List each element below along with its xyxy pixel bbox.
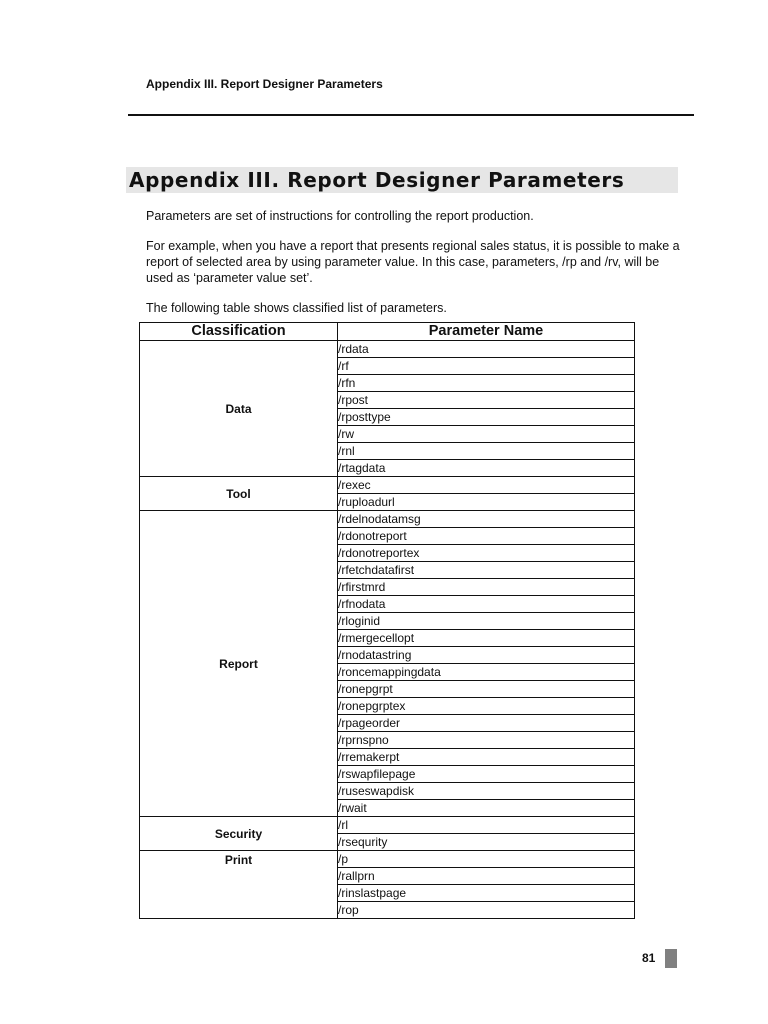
table-row bbox=[140, 477, 635, 494]
table-row bbox=[140, 341, 635, 358]
parameter-cell: /roncemappingdata bbox=[338, 664, 635, 681]
parameter-cell: /rdonotreport bbox=[338, 528, 635, 545]
classification-cell: Security bbox=[140, 817, 338, 851]
parameter-cell: /rposttype bbox=[338, 409, 635, 426]
parameter-cell: /ronepgrpt bbox=[338, 681, 635, 698]
running-header: Appendix III. Report Designer Parameters bbox=[146, 77, 383, 91]
parameter-cell: /rfetchdatafirst bbox=[338, 562, 635, 579]
parameter-cell: /rf bbox=[338, 358, 635, 375]
classification-cell: Print bbox=[140, 851, 338, 919]
example-paragraph: For example, when you have a report that presents regional sales status, it is possible to make a report of selected area by using parameter value. In this case, parameters, /rp and /rv, will be used as ‘parameter value set’. bbox=[146, 239, 680, 285]
table-intro-paragraph: The following table shows classified list of parameters. bbox=[146, 301, 447, 315]
parameter-cell: /rmergecellopt bbox=[338, 630, 635, 647]
parameter-cell: /rl bbox=[338, 817, 635, 834]
parameter-cell: /ronepgrptex bbox=[338, 698, 635, 715]
page-number: 81 bbox=[642, 951, 656, 965]
classification-cell: Data bbox=[140, 341, 338, 477]
parameter-cell: /ruseswapdisk bbox=[338, 783, 635, 800]
classification-header: Classification bbox=[140, 323, 338, 341]
parameter-cell: /rfirstmrd bbox=[338, 579, 635, 596]
table-body bbox=[140, 341, 635, 919]
classification-cell: Tool bbox=[140, 477, 338, 511]
parameter-cell: /rw bbox=[338, 426, 635, 443]
parameter-cell: /rfnodata bbox=[338, 596, 635, 613]
parameter-cell: /rallprn bbox=[338, 868, 635, 885]
parameter-cell: /rexec bbox=[338, 477, 635, 494]
parameter-cell: /rinslastpage bbox=[338, 885, 635, 902]
parameter-cell: /p bbox=[338, 851, 635, 868]
header-rule bbox=[128, 114, 694, 116]
parameter-cell: /rdelnodatamsg bbox=[338, 511, 635, 528]
page-title: Appendix III. Report Designer Parameters bbox=[129, 168, 625, 192]
parameter-cell: /rloginid bbox=[338, 613, 635, 630]
parameter-cell: /rpageorder bbox=[338, 715, 635, 732]
table-row bbox=[140, 851, 635, 868]
parameter-cell: /rremakerpt bbox=[338, 749, 635, 766]
parameter-cell: /rnl bbox=[338, 443, 635, 460]
page-tab-marker bbox=[665, 949, 677, 968]
table-row bbox=[140, 817, 635, 834]
parameter-cell: /rtagdata bbox=[338, 460, 635, 477]
intro-paragraph: Parameters are set of instructions for controlling the report production. bbox=[146, 209, 534, 223]
parameter-cell: /rfn bbox=[338, 375, 635, 392]
parameters-table bbox=[139, 322, 635, 919]
parameter-cell: /rdonotreportex bbox=[338, 545, 635, 562]
parameter-cell: /rsequrity bbox=[338, 834, 635, 851]
table-row bbox=[140, 511, 635, 528]
parameter-cell: /rnodatastring bbox=[338, 647, 635, 664]
table-header-row bbox=[140, 323, 635, 341]
parameter-cell: /rdata bbox=[338, 341, 635, 358]
parameter-cell: /ruploadurl bbox=[338, 494, 635, 511]
parameter-cell: /rwait bbox=[338, 800, 635, 817]
parameter-cell: /rswapfilepage bbox=[338, 766, 635, 783]
parameter-name-header: Parameter Name bbox=[338, 323, 635, 341]
parameter-cell: /rprnspno bbox=[338, 732, 635, 749]
parameter-cell: /rop bbox=[338, 902, 635, 919]
parameter-cell: /rpost bbox=[338, 392, 635, 409]
classification-cell: Report bbox=[140, 511, 338, 817]
